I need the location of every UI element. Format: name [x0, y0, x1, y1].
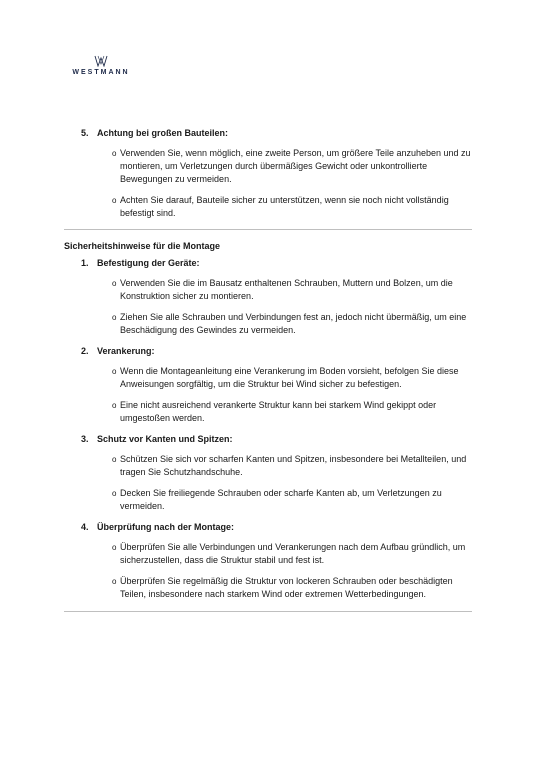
- bullet-item: [64, 277, 472, 303]
- brand-logo: [66, 55, 136, 76]
- brand-name: WESTMANN: [72, 69, 130, 76]
- bullet-item: [64, 194, 472, 220]
- bullet-icon: o: [112, 455, 117, 464]
- bullet-item: [64, 365, 472, 391]
- bullet-text: Überprüfen Sie regelmäßig die Struktur von lockeren Schrauben oder beschädigten Teilen, insbesondere nach starkem Wind oder extremen Wetterbedingungen.: [120, 576, 453, 599]
- item-title: Achtung bei großen Bauteilen:: [97, 128, 229, 138]
- bullet-item: [64, 311, 472, 337]
- bullet-icon: o: [112, 149, 117, 158]
- list-item: [64, 345, 472, 358]
- bullet-text: Schützen Sie sich vor scharfen Kanten und Spitzen, insbesondere bei Metallteilen, und tragen Sie Schutzhandschuhe.: [120, 454, 467, 477]
- item-number: 2.: [81, 346, 89, 356]
- bullet-icon: o: [112, 196, 117, 205]
- section-title: Sicherheitshinweise für die Montage: [64, 241, 221, 251]
- bullet-text: Überprüfen Sie alle Verbindungen und Verankerungen nach dem Aufbau gründlich, um sicherzustellen, dass die Struktur stabil und fest ist.: [120, 542, 466, 565]
- bullet-icon: o: [112, 577, 117, 586]
- document-body: [64, 127, 472, 612]
- bullet-icon: o: [112, 279, 117, 288]
- item-title: Schutz vor Kanten und Spitzen:: [97, 434, 233, 444]
- item-number: 5.: [81, 128, 89, 138]
- item-number: 3.: [81, 434, 89, 444]
- bullet-icon: o: [112, 543, 117, 552]
- item-number: 1.: [81, 258, 89, 268]
- bullet-list: [64, 147, 472, 220]
- bullet-item: [64, 147, 472, 186]
- bullet-item: [64, 487, 472, 513]
- divider: [64, 611, 472, 612]
- bullet-text: Verwenden Sie, wenn möglich, eine zweite Person, um größere Teile anzuheben und zu montieren, um Verletzungen durch übermäßiges Gewicht oder unkontrollierte Bewegungen zu vermeiden.: [120, 148, 471, 184]
- bullet-icon: o: [112, 313, 117, 322]
- bullet-text: Decken Sie freiliegende Schrauben oder scharfe Kanten ab, um Verletzungen zu vermeiden.: [120, 488, 442, 511]
- bullet-text: Ziehen Sie alle Schrauben und Verbindungen fest an, jedoch nicht übermäßig, um eine Beschädigung des Gewindes zu vermeiden.: [120, 312, 467, 335]
- list-item: [64, 433, 472, 446]
- bullet-text: Verwenden Sie die im Bausatz enthaltenen Schrauben, Muttern und Bolzen, um die Konstruktion sicher zu montieren.: [120, 278, 453, 301]
- list-item: [64, 127, 472, 140]
- bullet-icon: o: [112, 489, 117, 498]
- divider: [64, 229, 472, 230]
- list-item: [64, 521, 472, 534]
- bullet-item: [64, 399, 472, 425]
- bullet-icon: o: [112, 367, 117, 376]
- item-title: Verankerung:: [97, 346, 155, 356]
- item-title: Überprüfung nach der Montage:: [97, 522, 234, 532]
- bullet-text: Wenn die Montageanleitung eine Verankerung im Boden vorsieht, befolgen Sie diese Anweisungen sorgfältig, um die Struktur bei Wind sicher zu befestigen.: [120, 366, 459, 389]
- bullet-list: [64, 277, 472, 337]
- bullet-list: [64, 541, 472, 601]
- bullet-item: [64, 541, 472, 567]
- bullet-text: Achten Sie darauf, Bauteile sicher zu unterstützen, wenn sie noch nicht vollständig befestigt sind.: [120, 195, 449, 218]
- bullet-list: [64, 453, 472, 513]
- bullet-icon: o: [112, 401, 117, 410]
- bullet-list: [64, 365, 472, 425]
- list-item: [64, 257, 472, 270]
- item-title: Befestigung der Geräte:: [97, 258, 200, 268]
- bullet-text: Eine nicht ausreichend verankerte Struktur kann bei starkem Wind gekippt oder umgestoßen werden.: [120, 400, 437, 423]
- item-number: 4.: [81, 522, 89, 532]
- bullet-item: [64, 575, 472, 601]
- westmann-logo-icon: [94, 55, 108, 67]
- bullet-item: [64, 453, 472, 479]
